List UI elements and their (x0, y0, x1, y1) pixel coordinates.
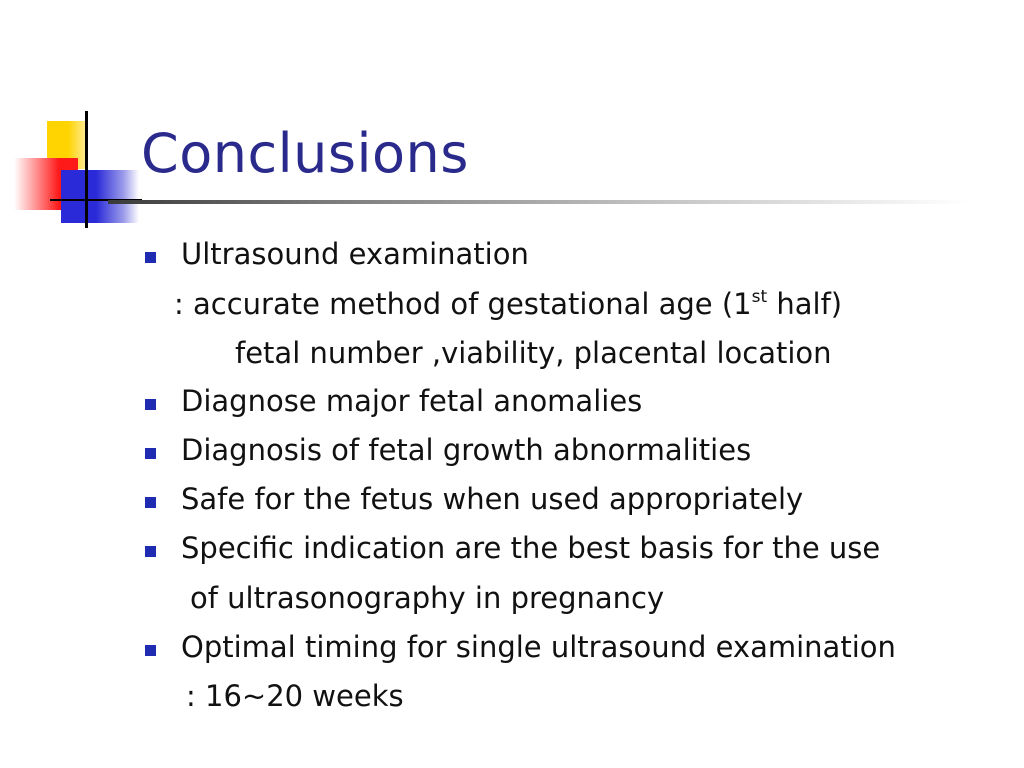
bullet-text: Diagnose major fetal anomalies (181, 384, 643, 418)
bullet-square-icon (145, 546, 156, 557)
blue-square (61, 170, 139, 223)
bullet-square-icon (145, 399, 156, 410)
bullet-square-icon (145, 252, 156, 263)
bullet-text: Ultrasound examination (181, 237, 529, 271)
continuation-line: : 16~20 weeks (186, 679, 404, 713)
continuation-line (174, 289, 842, 319)
continuation-prefix: : accurate method of gestational age (1 (174, 287, 752, 321)
bullet-text: Diagnosis of fetal growth abnormalities (181, 433, 752, 467)
vertical-line (85, 111, 88, 228)
continuation-suffix: half) (767, 287, 843, 321)
slide-logo-icon (0, 0, 170, 240)
continuation-line: fetal number ,viability, placental location (235, 336, 832, 370)
bullet-text: Safe for the fetus when used appropriately (181, 482, 804, 516)
bullet-square-icon (145, 645, 156, 656)
title-underline (108, 200, 968, 204)
continuation-line: of ultrasonography in pregnancy (190, 581, 665, 615)
bullet-text: Specific indication are the best basis for the use (181, 531, 881, 565)
bullet-square-icon (145, 497, 156, 508)
bullet-text: Optimal timing for single ultrasound examination (181, 630, 896, 664)
bullet-square-icon (145, 448, 156, 459)
slide-title: Conclusions (141, 122, 469, 185)
superscript: st (751, 287, 768, 307)
